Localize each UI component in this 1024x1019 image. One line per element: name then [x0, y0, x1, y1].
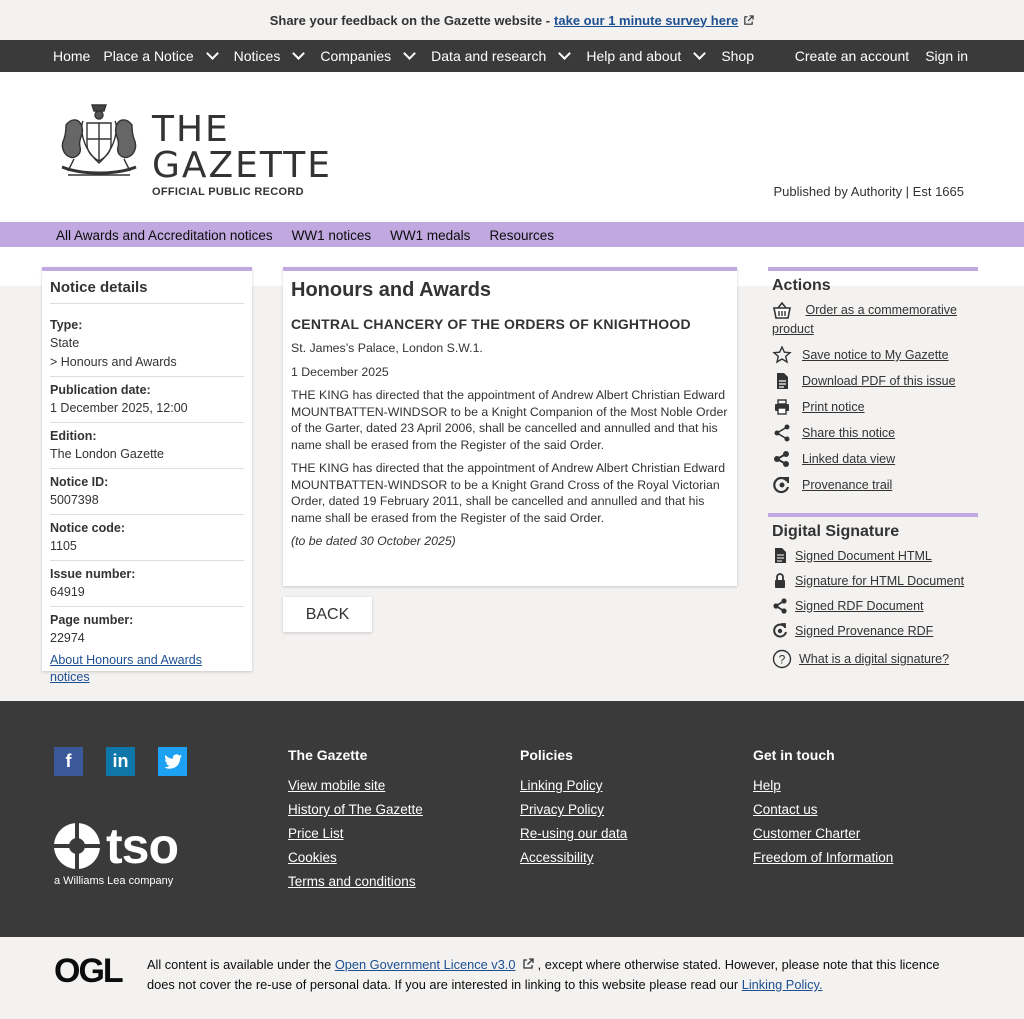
brand-line-1: THE — [152, 109, 230, 150]
action-linked-data — [772, 450, 978, 469]
top-navigation — [0, 40, 1024, 72]
action-save — [772, 346, 978, 365]
linking-policy-link[interactable]: Linking Policy. — [741, 977, 823, 992]
notice-paragraph-1: THE KING has directed that the appointment of Andrew Albert Christian Edward MOUNTBATTEN-WINDSOR to be a Knight Companion of the Most Noble Order of the Garter, dated 23 April 2006, shall be cancelled and annulled and that his name shall be erased from the Register of the said Order. — [291, 388, 728, 452]
back-button[interactable]: BACK — [283, 597, 372, 632]
detail-pubdate-value: 1 December 2025, 12:00 — [50, 401, 188, 415]
notice-title: Honours and Awards — [291, 279, 492, 301]
linked-data-icon — [772, 450, 792, 468]
social-links — [54, 747, 210, 776]
nav-help-about-label: Help and about — [586, 48, 682, 64]
action-provenance — [772, 476, 978, 495]
detail-noticeid-value: 5007398 — [50, 493, 99, 507]
detail-edition — [50, 423, 244, 469]
footer-link-charter[interactable]: Customer Charter — [753, 826, 861, 841]
signed-rdf-link[interactable]: Signed RDF Document — [795, 598, 924, 613]
detail-publication-date — [50, 377, 244, 423]
tso-symbol-icon — [54, 823, 100, 869]
notice-dated: (to be dated 30 October 2025) — [291, 534, 456, 548]
nav-help-about[interactable] — [586, 48, 708, 64]
nav-data-research[interactable] — [431, 48, 573, 64]
survey-prefix: Share your feedback on the Gazette website - — [269, 12, 551, 28]
share-notice-link[interactable]: Share this notice — [802, 426, 896, 440]
notice-address: St. James’s Palace, London S.W.1. — [291, 341, 483, 355]
detail-pubdate-label: Publication date: — [50, 383, 151, 397]
digital-signature-title: Digital Signature — [772, 523, 900, 540]
detail-noticecode-label: Notice code: — [50, 521, 126, 535]
facebook-icon[interactable]: f — [54, 747, 83, 776]
detail-issue-number — [50, 561, 244, 607]
nav-notices-label: Notices — [233, 48, 281, 64]
basket-icon — [772, 302, 792, 320]
sig-rdf — [772, 597, 978, 614]
action-download — [772, 372, 978, 391]
linkedin-icon[interactable]: in — [106, 747, 135, 776]
detail-type-label: Type: — [50, 318, 83, 332]
tso-subtitle: a Williams Lea company — [54, 875, 174, 887]
tso-mark — [54, 818, 178, 874]
subnav-resources[interactable]: Resources — [489, 227, 554, 243]
save-notice-link[interactable]: Save notice to My Gazette — [802, 348, 949, 362]
licence-text — [147, 955, 969, 995]
chevron-down-icon — [558, 47, 571, 60]
detail-issue-label: Issue number: — [50, 567, 136, 581]
site-footer — [0, 701, 1024, 937]
chevron-down-icon — [693, 47, 706, 60]
detail-noticeid-label: Notice ID: — [50, 475, 109, 489]
order-commemorative-link[interactable]: Order as a commemorative product — [772, 303, 957, 336]
signed-html-link[interactable]: Signed Document HTML — [795, 548, 932, 563]
footer-col-gazette — [288, 747, 423, 898]
nav-companies-label: Companies — [320, 48, 392, 64]
brand-line-2: GAZETTE — [152, 145, 333, 186]
actions-panel — [768, 267, 978, 677]
notice-date: 1 December 2025 — [291, 364, 389, 379]
survey-banner — [0, 0, 1024, 40]
provenance-icon — [772, 622, 788, 639]
ogl-text: OGL — [54, 953, 122, 987]
chevron-down-icon — [403, 47, 416, 60]
footer-col-contact-title: Get in touch — [753, 747, 835, 763]
detail-page-value: 22974 — [50, 631, 85, 645]
footer-link-help[interactable]: Help — [753, 778, 781, 793]
svg-text:?: ? — [778, 652, 786, 667]
main-content — [0, 248, 1024, 701]
footer-link-price-list[interactable]: Price List — [288, 826, 344, 841]
detail-edition-label: Edition: — [50, 429, 97, 443]
document-icon — [772, 372, 792, 390]
licence-text-1: All content is available under the — [147, 957, 332, 972]
chevron-down-icon — [206, 47, 219, 60]
footer-col-policies-title: Policies — [520, 747, 573, 763]
footer-link-foi[interactable]: Freedom of Information — [753, 850, 894, 865]
action-print — [772, 398, 978, 417]
tso-word: tso — [106, 818, 178, 874]
royal-crest-icon[interactable] — [54, 101, 144, 183]
nav-companies[interactable] — [320, 48, 418, 64]
detail-issue-value: 64919 — [50, 585, 85, 599]
survey-link[interactable]: take our 1 minute survey here — [554, 12, 739, 28]
sign-in-link[interactable]: Sign in — [925, 48, 968, 64]
notice-paragraph-2: THE KING has directed that the appointment of Andrew Albert Christian Edward MOUNTBATTEN-WINDSOR to be a Knight Grand Cross of the Royal Victorian Order, dated 19 February 2011, shall be cancelled and annulled and that his name shall be erased from the Register of the said Order. — [291, 461, 726, 525]
detail-page-label: Page number: — [50, 613, 134, 627]
star-icon — [772, 346, 792, 364]
footer-col-contact — [753, 747, 893, 874]
notice-article — [283, 267, 737, 586]
brand-logo[interactable] — [152, 109, 333, 198]
footer-col-policies — [520, 747, 627, 874]
brand-tagline: OFFICIAL PUBLIC RECORD — [152, 186, 304, 198]
chevron-down-icon — [292, 47, 305, 60]
detail-type — [50, 312, 244, 377]
detail-noticecode-value: 1105 — [50, 539, 77, 553]
footer-link-cookies[interactable]: Cookies — [288, 850, 337, 865]
notice-heading: CENTRAL CHANCERY OF THE ORDERS OF KNIGHTHOOD — [291, 316, 691, 332]
actions-title: Actions — [772, 277, 831, 294]
notice-details-title: Notice details — [50, 279, 244, 304]
twitter-icon[interactable] — [158, 747, 187, 776]
about-honours-link[interactable]: About Honours and Awards notices — [50, 653, 202, 684]
signature-accent-bar — [768, 513, 978, 517]
signed-provenance-rdf-link[interactable]: Signed Provenance RDF — [795, 623, 934, 638]
nav-home[interactable] — [53, 48, 90, 64]
tso-logo[interactable] — [54, 818, 178, 887]
lock-icon — [772, 572, 788, 589]
nav-notices[interactable] — [234, 48, 308, 64]
subnav-ww1-notices[interactable]: WW1 notices — [291, 227, 372, 243]
notice-details-panel — [42, 267, 252, 684]
nav-data-research-label: Data and research — [431, 48, 547, 64]
footer-link-contact[interactable]: Contact us — [753, 802, 818, 817]
nav-place-notice-label: Place a Notice — [103, 48, 194, 64]
footer-link-mobile[interactable]: View mobile site — [288, 778, 386, 793]
what-is-signature-link[interactable]: What is a digital signature? — [799, 652, 950, 666]
ogl-logo[interactable] — [54, 953, 132, 990]
detail-type-value-2: > Honours and Awards — [50, 355, 177, 369]
nav-shop-label: Shop — [721, 48, 755, 64]
detail-type-value-1: State — [50, 336, 80, 350]
nav-shop[interactable] — [721, 48, 754, 64]
detail-notice-code — [50, 515, 244, 561]
ogl-licence-link[interactable]: Open Government Licence v3.0 — [334, 957, 516, 972]
action-share — [772, 424, 978, 443]
footer-col-gazette-title: The Gazette — [288, 747, 368, 763]
external-link-icon — [743, 15, 754, 26]
masthead — [0, 72, 1024, 222]
footer-link-reusing[interactable]: Re-using our data — [520, 826, 628, 841]
signature-html-link[interactable]: Signature for HTML Document — [795, 573, 965, 588]
create-account-link[interactable]: Create an account — [794, 48, 910, 64]
sig-signature-html — [772, 572, 978, 589]
detail-page-number — [50, 607, 244, 648]
subnav-all-awards[interactable]: All Awards and Accreditation notices — [56, 227, 273, 243]
footer-link-terms[interactable]: Terms and conditions — [288, 874, 416, 889]
action-order — [772, 301, 978, 339]
sig-provenance-rdf — [772, 622, 978, 639]
detail-edition-value: The London Gazette — [50, 447, 164, 461]
footer-link-accessibility[interactable]: Accessibility — [520, 850, 594, 865]
download-pdf-link[interactable]: Download PDF of this issue — [802, 374, 956, 388]
nav-home-label: Home — [53, 48, 91, 64]
published-by-authority: Published by Authority | Est 1665 — [773, 184, 964, 199]
subnav-ww1-medals[interactable]: WW1 medals — [390, 227, 471, 243]
help-icon — [772, 649, 792, 669]
licence-text-2: , except where otherwise stated. However, please note that this licence does not cover the re-use of personal data. If you are interested in linking to this website please read our — [147, 957, 940, 992]
provenance-trail-link[interactable]: Provenance trail — [802, 478, 893, 492]
linked-data-icon — [772, 597, 788, 614]
provenance-icon — [772, 476, 792, 494]
external-link-icon — [522, 958, 534, 970]
notice-details-list — [50, 312, 244, 648]
nav-place-notice[interactable] — [103, 48, 220, 64]
sub-navigation — [0, 222, 1024, 248]
printer-icon — [772, 398, 792, 416]
footer-link-privacy[interactable]: Privacy Policy — [520, 802, 605, 817]
footer-link-history[interactable]: History of The Gazette — [288, 802, 423, 817]
actions-accent-bar — [768, 267, 978, 271]
document-icon — [772, 547, 788, 564]
sig-what-is — [772, 649, 978, 669]
linked-data-link[interactable]: Linked data view — [802, 452, 896, 466]
share-icon — [772, 424, 792, 442]
licence-bar — [0, 937, 1024, 1019]
footer-link-linking[interactable]: Linking Policy — [520, 778, 603, 793]
print-notice-link[interactable]: Print notice — [802, 400, 865, 414]
sig-html — [772, 547, 978, 564]
detail-notice-id — [50, 469, 244, 515]
